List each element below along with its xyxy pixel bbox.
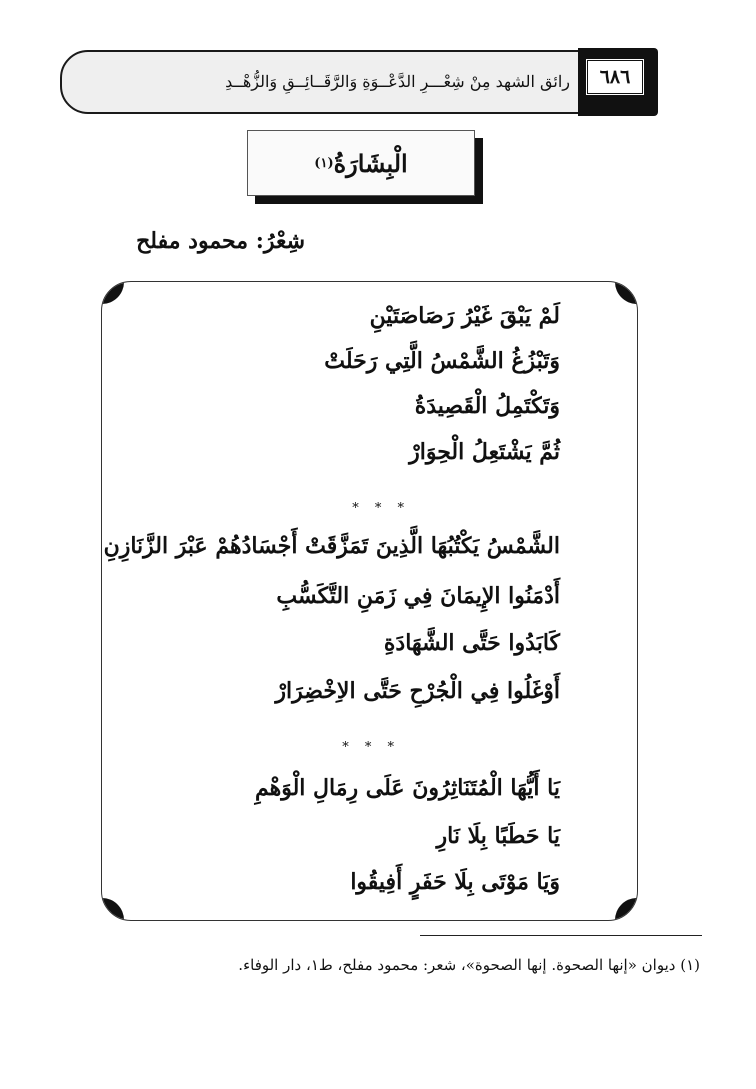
frame-corner — [102, 898, 124, 920]
poem-line: يَا أَيُّهَا الْمُتَنَاثِرُونَ عَلَى رِمَالِ الْوَهْمِ — [254, 775, 560, 801]
footnote-marker: (١) — [314, 155, 334, 171]
stanza-separator: * * * — [352, 501, 410, 516]
running-header-title: رائق الشهد مِنْ شِعْـــرِ الدَّعْــوَةِ وَالرَّقَــائِــقِ وَالزُّهْــدِ — [225, 72, 570, 91]
poem-title-text: الْبِشَارَةُ — [333, 148, 408, 178]
poem-line: ثُمَّ يَشْتَعِلُ الْحِوَارْ — [409, 439, 560, 465]
poem-line: أَوْغَلُوا فِي الْجُرْحِ حَتَّى الاِخْضِرَارْ — [275, 678, 560, 704]
poem-line: يَا حَطَبًا بِلَا نَارِ — [436, 823, 560, 849]
title-shadow — [255, 196, 483, 204]
poem-line: أَدْمَنُوا الإِيمَانَ فِي زَمَنِ التَّكَسُّبِ — [276, 583, 560, 609]
poem-title — [247, 130, 475, 196]
poem-line: كَابَدُوا حَتَّى الشَّهَادَةِ — [383, 630, 560, 656]
page-number: ٦٨٦ — [585, 58, 645, 96]
footnote-rule — [420, 935, 702, 936]
title-shadow — [475, 138, 483, 204]
poem-line: وَيَا مَوْتَى بِلَا حَفَرٍ أَفِيقُوا — [350, 869, 560, 895]
poem-line: وَتَبْزُغُ الشَّمْسُ الَّتِي رَحَلَتْ — [324, 348, 560, 374]
frame-corner — [102, 282, 124, 304]
poem-line: وَتَكْتَمِلُ الْقَصِيدَةُ — [414, 393, 560, 419]
stanza-separator: * * * — [342, 740, 400, 755]
poem-line: الشَّمْسُ يَكْتُبُهَا الَّذِينَ تَمَزَّقَتْ أَجْسَادُهُمْ عَبْرَ الزَّنَازِنِ — [103, 533, 560, 559]
poem-line: لَمْ يَبْقَ غَيْرُ رَصَاصَتَيْنِ — [369, 303, 560, 329]
frame-corner — [615, 282, 637, 304]
poem-author: شِعْرُ: محمود مفلح — [136, 228, 305, 254]
frame-corner — [615, 898, 637, 920]
footnote: (١) ديوان «إنها الصحوة. إنها الصحوة»، شعر: محمود مفلح، ط١، دار الوفاء. — [238, 956, 700, 974]
